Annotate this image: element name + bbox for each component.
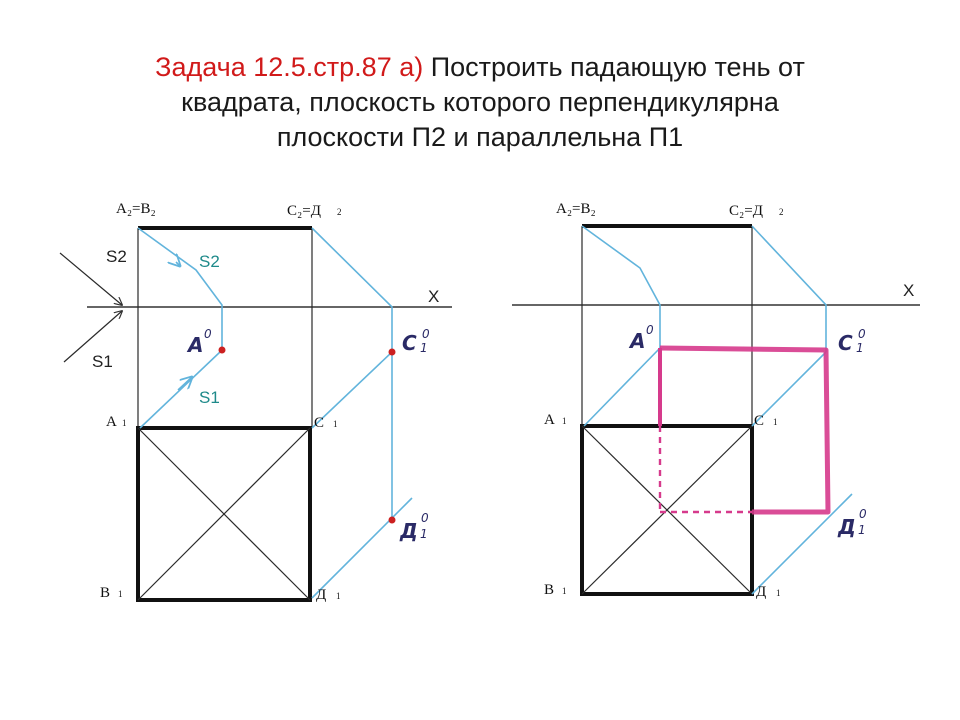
shadow-point-d0 (389, 517, 396, 524)
label-c0-sub-left: 1 (420, 341, 428, 355)
label-d1-sub-left: 1 (336, 591, 341, 601)
title-line-1: Построить падающую тень от (423, 52, 805, 82)
label-b1-sub-right: 1 (562, 586, 567, 596)
label-s2-teal: S2 (199, 252, 220, 271)
label-c1-left: С (314, 415, 325, 431)
label-c2d2-left: С₂=Д (287, 203, 321, 219)
label-b1-right: В (544, 582, 555, 598)
label-d0-sub-left: 1 (420, 527, 428, 541)
ray-c-front (312, 228, 392, 352)
label-d1-left: Д (316, 587, 327, 603)
label-c1-sub-right: 1 (773, 417, 778, 427)
ray-c-front-right (752, 226, 826, 352)
shadow-point-a0 (219, 347, 226, 354)
label-a1-left: А (106, 414, 117, 430)
label-a1-right: А (544, 412, 555, 428)
label-b1-left: В (100, 585, 111, 601)
label-s1-black: S1 (92, 352, 113, 371)
title-line-3: плоскости П2 и параллельна П1 (276, 122, 684, 152)
left-construction (60, 201, 452, 603)
label-a1-sub-left: 1 (122, 418, 127, 428)
label-d1-right: Д (756, 584, 767, 600)
label-c0-right: С (838, 331, 853, 355)
label-d0-left: Д (400, 519, 418, 543)
label-d0-sup-right: 0 (859, 507, 867, 521)
label-d0-right: Д (838, 515, 856, 539)
label-d0-sup-left: 0 (421, 511, 429, 525)
ray-s2-arrow (176, 262, 180, 266)
label-a0-sup-left: 0 (204, 327, 212, 341)
label-c1-sub-left: 1 (333, 419, 338, 429)
label-x-left: Х (428, 287, 440, 306)
label-c0-sup-right: 0 (858, 327, 866, 341)
label-c2d2-sub-left: 2 (337, 207, 342, 217)
label-c0-left: С (402, 331, 417, 355)
shadow-point-c0 (389, 349, 396, 356)
ray-s1-arrow (178, 377, 192, 390)
right-construction (512, 201, 920, 600)
label-c2d2-right: С₂=Д (729, 203, 763, 219)
label-a0-sup-right: 0 (646, 323, 654, 337)
label-c2d2-sub-right: 2 (779, 207, 784, 217)
label-a2b2-left: А₂=В₂ (116, 201, 156, 217)
label-c0-sup-left: 0 (422, 327, 430, 341)
ray-d-top-right (752, 494, 852, 594)
shadow-outline-visible (660, 348, 828, 512)
ray-d-top (312, 498, 412, 598)
label-b1-sub-left: 1 (118, 589, 123, 599)
label-s1-teal: S1 (199, 388, 220, 407)
label-s2-black: S2 (106, 247, 127, 266)
label-a0-right: А (630, 329, 646, 353)
label-d0-sub-right: 1 (858, 523, 866, 537)
title-line-2: квадрата, плоскость которого перпендикулярна (181, 87, 779, 117)
label-a2b2-right: А₂=В₂ (556, 201, 596, 217)
label-c1-right: С (754, 413, 765, 429)
label-d1-sub-right: 1 (776, 588, 781, 598)
label-a0-left: А (188, 333, 204, 357)
label-a1-sub-right: 1 (562, 416, 567, 426)
task-number: Задача 12.5.стр.87 а) (155, 52, 424, 82)
label-c0-sub-right: 1 (856, 341, 864, 355)
label-x-right: Х (903, 281, 915, 300)
ray-a-top-right (584, 348, 660, 426)
